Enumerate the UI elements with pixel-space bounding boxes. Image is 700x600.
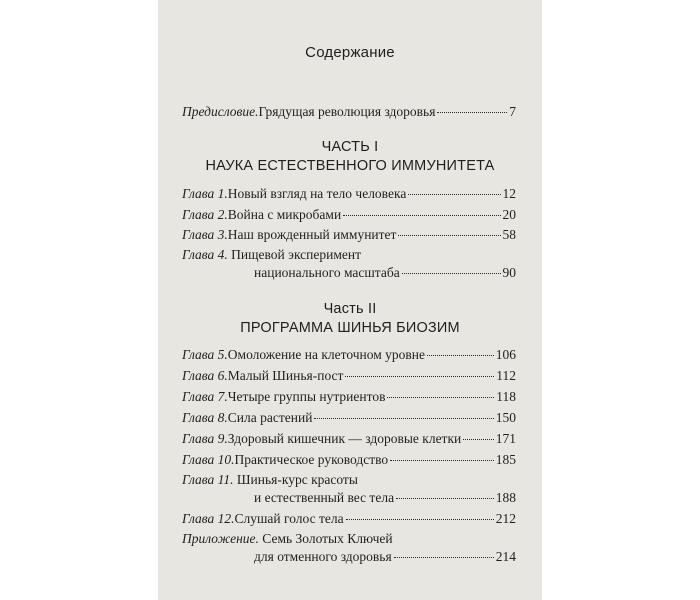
entry-label: Глава 9.: [182, 431, 228, 446]
leader-dots: [437, 112, 507, 113]
entry-label: Предисловие.: [182, 104, 259, 119]
entry-title: Слушай голос тела: [234, 511, 344, 526]
entry-title: Пищевой эксперимент: [227, 247, 362, 262]
toc-entry-chapter-2: [182, 206, 516, 224]
leader-dots: [427, 355, 494, 356]
entry-title-continued: и естественный вес тела: [254, 490, 395, 505]
entry-label: Глава 7.: [182, 389, 228, 404]
part-2-label: Часть II: [323, 301, 377, 317]
entry-label: Глава 6.: [182, 368, 228, 383]
leader-dots: [390, 460, 494, 461]
entry-title: Здоровый кишечник — здоровые клетки: [227, 431, 462, 446]
toc-entry-chapter-11-continued: [254, 489, 516, 507]
entry-page: 12: [502, 186, 516, 201]
toc-entry-preface: [182, 103, 516, 121]
entry-title: Четыре группы нутриентов: [227, 389, 386, 404]
entry-page: 171: [495, 431, 516, 446]
toc-entry-chapter-5: [182, 346, 516, 364]
entry-title: Семь Золотых Ключей: [258, 531, 393, 546]
leader-dots: [343, 215, 500, 216]
entry-page: 214: [495, 549, 516, 564]
entry-title: Практическое руководство: [234, 452, 389, 467]
entry-page: 7: [509, 104, 516, 119]
toc-entry-chapter-11: [182, 471, 516, 489]
toc-entry-chapter-4-continued: [254, 264, 516, 282]
toc-entry-chapter-6: [182, 367, 516, 385]
book-page: [158, 0, 542, 600]
entry-label: Глава 1.: [182, 186, 228, 201]
page-title: Содержание: [305, 44, 395, 61]
toc-entry-chapter-10: [182, 451, 516, 469]
entry-page: 188: [495, 490, 516, 505]
toc-entry-appendix-continued: [254, 548, 516, 566]
entry-title: Новый взгляд на тело человека: [227, 186, 407, 201]
entry-page: 90: [502, 265, 516, 280]
leader-dots: [398, 235, 500, 236]
entry-label: Глава 3.: [182, 227, 228, 242]
entry-label: Глава 8.: [182, 410, 228, 425]
toc-entry-chapter-9: [182, 430, 516, 448]
leader-dots: [394, 557, 494, 558]
toc-entry-chapter-8: [182, 409, 516, 427]
entry-label: Глава 2.: [182, 207, 228, 222]
toc-entry-appendix: [182, 530, 516, 548]
entry-page: 58: [502, 227, 516, 242]
entry-page: 212: [495, 511, 516, 526]
entry-label: Глава 4.: [182, 247, 228, 262]
entry-title: Омоложение на клеточном уровне: [227, 347, 426, 362]
entry-title: Грядущая революция здоровья: [258, 104, 436, 119]
entry-label: Глава 12.: [182, 511, 235, 526]
toc-entry-chapter-4: [182, 246, 516, 264]
entry-label: Глава 5.: [182, 347, 228, 362]
entry-label: Приложение.: [182, 531, 259, 546]
leader-dots: [314, 418, 493, 419]
toc-entry-chapter-7: [182, 388, 516, 406]
part-2-title: ПРОГРАММА ШИНЬЯ БИОЗИМ: [240, 320, 460, 336]
entry-page: 185: [495, 452, 516, 467]
leader-dots: [408, 194, 500, 195]
entry-label: Глава 10.: [182, 452, 235, 467]
entry-page: 20: [502, 207, 516, 222]
entry-title: Война с микробами: [227, 207, 342, 222]
entry-page: 118: [496, 389, 516, 404]
leader-dots: [402, 273, 501, 274]
leader-dots: [387, 397, 494, 398]
entry-title: Сила растений: [227, 410, 313, 425]
part-1-label: ЧАСТЬ I: [321, 139, 379, 155]
part-1-title: НАУКА ЕСТЕСТВЕННОГО ИММУНИТЕТА: [205, 158, 495, 174]
entry-label: Глава 11.: [182, 472, 234, 487]
toc-entry-chapter-3: [182, 226, 516, 244]
entry-title-continued: национального масштаба: [254, 265, 400, 280]
toc-entry-chapter-1: [182, 185, 516, 203]
entry-page: 112: [496, 368, 516, 383]
leader-dots: [463, 439, 494, 440]
entry-title: Малый Шинья-пост: [227, 368, 344, 383]
entry-title: Шинья-курс красоты: [233, 472, 358, 487]
entry-title-continued: для отменного здоровья: [254, 549, 392, 564]
toc-entry-chapter-12: [182, 510, 516, 528]
entry-page: 106: [495, 347, 516, 362]
leader-dots: [396, 498, 494, 499]
leader-dots: [345, 376, 494, 377]
leader-dots: [346, 519, 494, 520]
entry-page: 150: [495, 410, 516, 425]
entry-title: Наш врожденный иммунитет: [227, 227, 397, 242]
